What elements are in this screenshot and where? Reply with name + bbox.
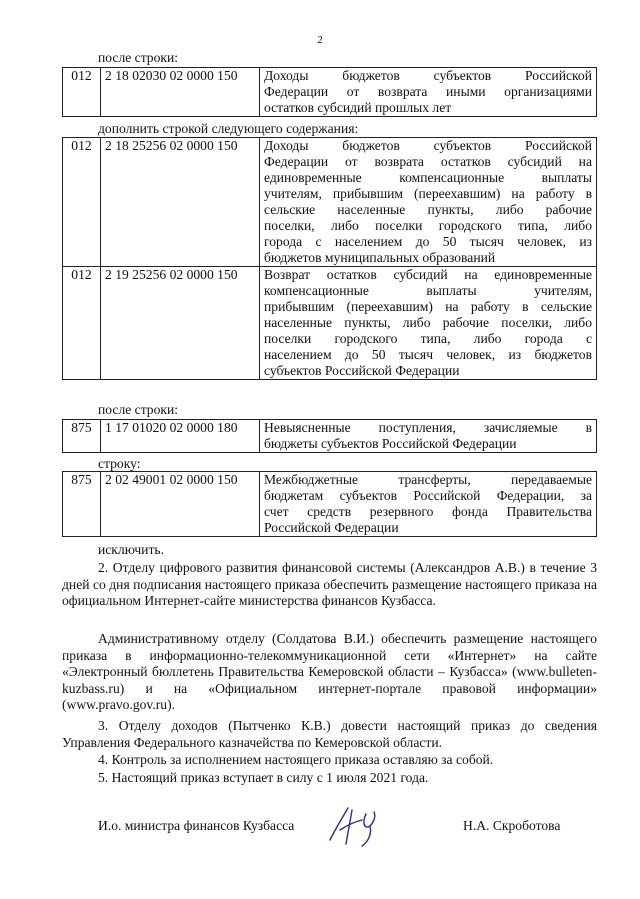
row-b-code: 012 <box>63 138 101 267</box>
row-b-line: учителям, прибывшим (переехавшим) на работу в <box>264 186 592 201</box>
table-rows-bc <box>62 137 597 380</box>
signatory-name: Н.А. Скроботова <box>463 818 561 833</box>
row-b-last-line: бюджетов муниципальных образований <box>264 250 496 265</box>
handwritten-signature <box>318 800 408 850</box>
row-b-line: города с населением до 50 тысяч человек, из <box>264 234 592 249</box>
row-a-code: 012 <box>63 68 101 117</box>
row-c-line: населенные пункты, либо рабочие поселки, либо <box>264 315 592 330</box>
paragraph-2: 2. Отделу цифрового развития финансовой системы (Александров А.В.) в течение 3 дней со дня подписания настоящего приказа обеспечить размещение настоящего приказа на официальном Интернет-сайте министерства финансов Кузбасса. <box>62 560 597 609</box>
row-c-line: Возврат остатков субсидий на единовременные <box>264 267 592 282</box>
row-c-code: 012 <box>63 267 101 380</box>
intro-after-row-1: после строки: <box>98 50 179 65</box>
page-number: 2 <box>317 34 323 46</box>
table-row-a <box>62 67 597 117</box>
paragraph-admin: Административному отделу (Солдатова В.И.) обеспечить размещение настоящего приказа в информационно-телекоммуникационной сети «Интернет» на сайте «Электронный бюллетень Правительства Кемеровской области – Кузбасса» (www.bulleten-kuzbass.ru) и на «Официальном интернет-портале правовой информации» (www.pravo.gov.ru). <box>62 631 597 713</box>
row-b-line: Федерации от возврата остатков субсидий на <box>264 154 592 169</box>
row-d-kbk: 1 17 01020 02 0000 180 <box>101 420 260 453</box>
row-d-line: Невыясненные поступления, зачисляемые в <box>264 420 592 435</box>
row-b-description <box>260 138 597 267</box>
table-row-d <box>62 419 597 453</box>
row-b-line: Доходы бюджетов субъектов Российской <box>264 138 592 153</box>
row-a-description <box>260 68 597 117</box>
row-c-line: населением до 50 тысяч человек, из бюджетов <box>264 347 592 362</box>
row-d-description <box>260 420 597 453</box>
intro-add: дополнить строкой следующего содержания: <box>98 121 359 136</box>
row-c-line: прибывшим (переехавшим) на работу в сельские <box>264 299 592 314</box>
row-e-line: счет средств резервного фонда Правительства <box>264 504 592 519</box>
row-a-kbk: 2 18 02030 02 0000 150 <box>101 68 260 117</box>
table-row-c <box>63 267 597 380</box>
row-c-line: поселки городского типа, либо города с <box>264 331 592 346</box>
table-row-b <box>63 138 597 267</box>
row-c-line: компенсационные выплаты учителям, <box>264 283 592 298</box>
row-e-line: Межбюджетные трансферты, передаваемые <box>264 472 592 487</box>
exclude-text: исключить. <box>98 542 164 557</box>
row-b-line: поселки, либо поселки городского типа, либо <box>264 218 592 233</box>
row-d-code: 875 <box>63 420 101 453</box>
row-a-line: Доходы бюджетов субъектов Российской <box>264 68 592 83</box>
signatory-title: И.о. министра финансов Кузбасса <box>98 818 295 833</box>
paragraph-3: 3. Отделу доходов (Пытченко К.В.) довести настоящий приказ до сведения Управления Федерального казначейства по Кемеровской области. <box>62 718 597 750</box>
row-b-line: единовременные компенсационные выплаты <box>264 170 592 185</box>
row-d-last-line: бюджеты субъектов Российской Федерации <box>264 436 517 451</box>
row-e-kbk: 2 02 49001 02 0000 150 <box>101 472 260 537</box>
row-e-line: бюджетам субъектов Российской Федерации, за <box>264 488 592 503</box>
row-e-last-line: Российской Федерации <box>264 520 399 535</box>
row-e-description <box>260 472 597 537</box>
table-row-e <box>62 471 597 537</box>
paragraph-4: 4. Контроль за исполнением настоящего приказа оставляю за собой. <box>98 752 494 767</box>
paragraph-5: 5. Настоящий приказ вступает в силу с 1 июля 2021 года. <box>98 770 429 785</box>
row-a-line: Федерации от возврата иными организациями <box>264 84 592 99</box>
intro-after-row-2: после строки: <box>98 402 179 417</box>
row-a-last-line: остатков субсидий прошлых лет <box>264 100 452 115</box>
row-b-line: сельские населенные пункты, либо рабочие <box>264 202 592 217</box>
row-c-description <box>260 267 597 380</box>
row-c-last-line: субъектов Российской Федерации <box>264 363 460 378</box>
intro-row: строку: <box>98 456 141 471</box>
row-b-kbk: 2 18 25256 02 0000 150 <box>101 138 260 267</box>
row-c-kbk: 2 19 25256 02 0000 150 <box>101 267 260 380</box>
row-e-code: 875 <box>63 472 101 537</box>
